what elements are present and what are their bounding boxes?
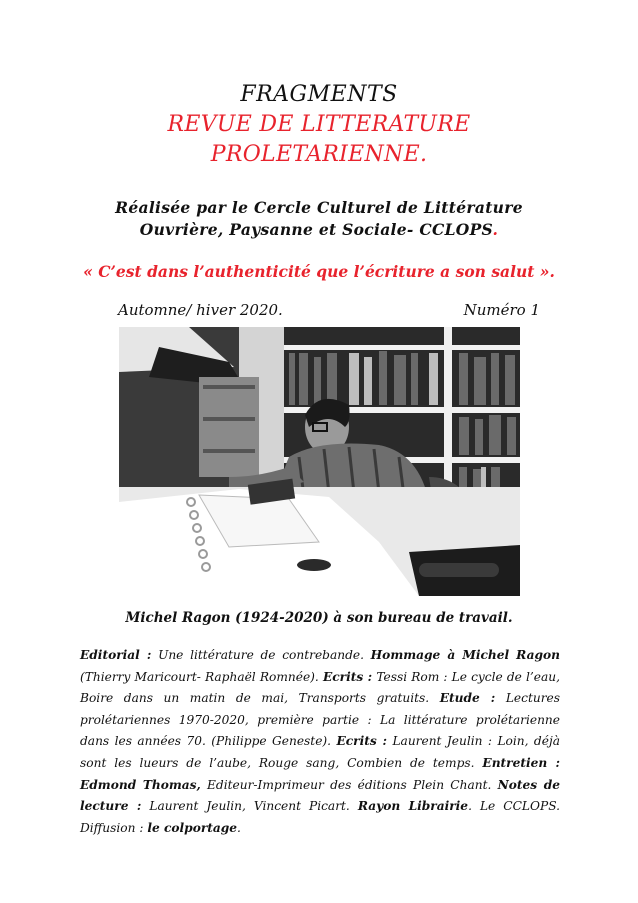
toc-rayon-text: . Le CCLOPS. Diffusion :: [80, 799, 560, 835]
cover-photo-illustration: [119, 327, 520, 596]
toc-entretien-text: Editeur-Imprimeur des éditions Plein Chant.: [200, 777, 498, 792]
publisher-line2: [0, 219, 638, 241]
toc-etude-label: Etude :: [439, 691, 496, 706]
toc-etude-text: Lectures prolétariennes 1970-2020, première partie : La littérature prolétarienne dans les années 70. (Philippe Geneste).: [80, 691, 560, 749]
issue-info: [118, 300, 540, 320]
photo-caption: Michel Ragon (1924-2020) à son bureau de travail.: [125, 610, 513, 626]
toc-notes-label: Notes de lecture :: [80, 777, 560, 814]
toc-ecrits2-text: Laurent Jeulin : Loin, déjà sont les lueurs de l’aube, Rouge sang, Combien de temps.: [80, 734, 560, 770]
toc-entretien-label: Entretien : Edmond Thomas,: [80, 755, 561, 792]
toc-hommage-label: Hommage à Michel Ragon: [370, 648, 560, 662]
journal-title: FRAGMENTS: [240, 82, 398, 107]
journal-subtitle-line2: PROLETARIENNE.: [210, 142, 428, 167]
toc-rayon-label: Rayon Librairie: [357, 799, 469, 814]
cover-photo: [119, 327, 520, 596]
motto: « C’est dans l’authenticité que l’écriture a son salut ».: [83, 262, 555, 281]
publisher-line2-text: Ouvrière, Paysanne et Sociale- CCLOPS: [139, 220, 493, 239]
issue-number: Numéro 1: [463, 301, 540, 319]
publisher-line1: Réalisée par le Cercle Culturel de Littérature: [115, 198, 523, 217]
journal-subtitle-line1: REVUE DE LITTERATURE: [167, 112, 471, 137]
toc-editorial-text: Une littérature de contrebande.: [151, 648, 371, 662]
toc-end: .: [237, 820, 241, 835]
toc-ecrits-text: Tessi Rom : Le cycle de l’eau, Boire dans un matin de mai, Transports gratuits.: [80, 669, 560, 706]
publisher-line2-period: .: [492, 220, 499, 239]
toc-ecrits2-label: Ecrits :: [336, 734, 388, 749]
table-of-contents: [80, 645, 560, 839]
toc-colportage-label: le colportage: [147, 820, 238, 835]
issue-season: Automne/ hiver 2020.: [118, 301, 283, 319]
publisher-statement: [0, 197, 638, 241]
toc-notes-text: Laurent Jeulin, Vincent Picart.: [141, 799, 358, 814]
masthead: [0, 80, 638, 170]
toc-ecrits-label: Ecrits :: [322, 669, 373, 684]
toc-hommage-text: (Thierry Maricourt- Raphaël Romnée).: [80, 669, 323, 684]
toc-editorial-label: Editorial :: [80, 648, 152, 662]
